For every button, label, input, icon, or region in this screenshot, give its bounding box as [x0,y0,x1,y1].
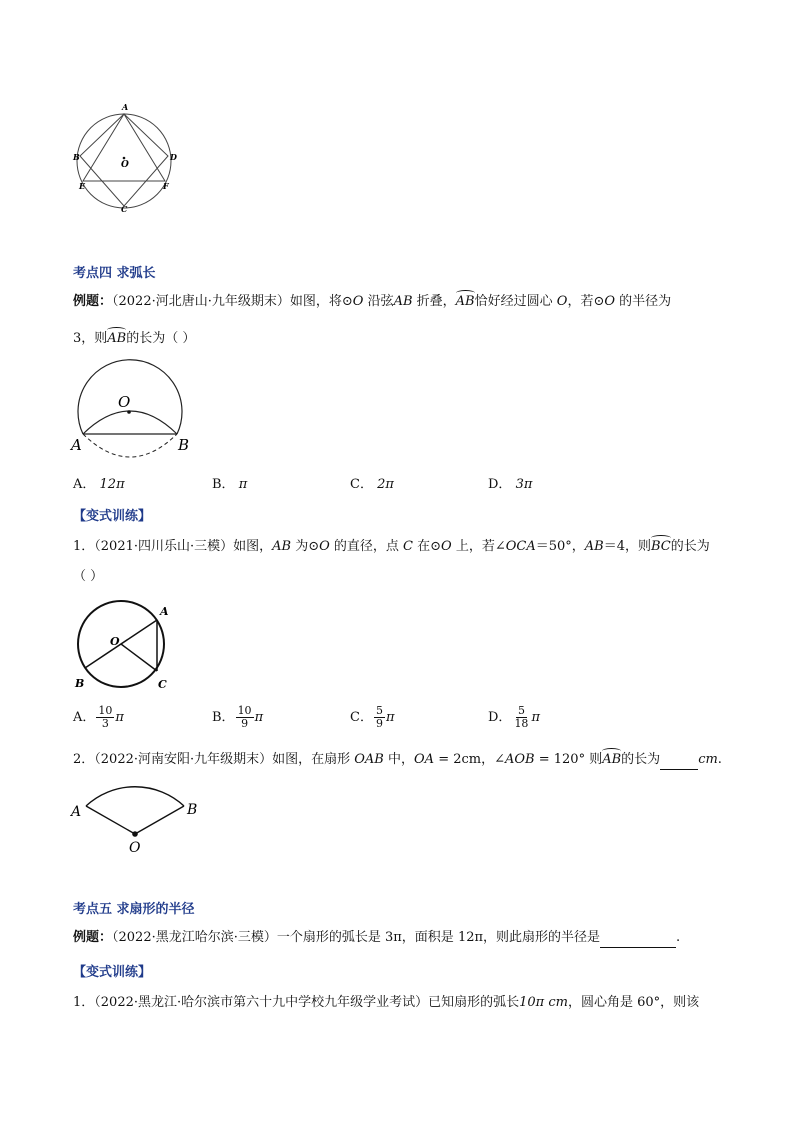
figure3-segment-OC [121,644,157,671]
answer-blank[interactable] [660,751,698,770]
text: 折叠， [412,294,456,309]
figure1-label-A: A [122,102,129,112]
example-prefix: 例题： [73,930,113,945]
denominator: 9 [241,717,249,730]
text: 2．（2022·河南安阳·九年级期末）如图，在扇形 [73,752,355,767]
figure4-label-O: O [129,840,141,856]
question1-line2: （ ） [73,569,104,584]
figure1-label-E: E [79,181,86,191]
question2-line1 [73,751,722,770]
arc-symbol: AB [107,331,127,346]
figure1-label-C: C [121,204,128,214]
q1-option-A[interactable] [73,705,124,730]
answer-blank[interactable] [600,929,676,948]
text: AB [584,539,604,554]
text: O [604,294,616,309]
text: （2022·黑龙江哈尔滨·三模）一个扇形的弧长是 3π，面积是 12π，则此扇形的半径是 [112,930,601,945]
option-value: 12π [99,477,125,492]
text: 的直径，点 [329,539,404,554]
numerator: 10 [237,704,252,717]
text: 1．（2022·黑龙江·哈尔滨市第六十九中学校九年级学业考试）已知扇形的弧长 [73,995,520,1010]
option-letter: A． [73,710,96,725]
text: 10π cm [519,995,568,1010]
option-letter: D． [488,710,512,725]
figure3-label-O: O [110,635,120,648]
text: 为⊙ [291,539,320,554]
text: = 2cm，∠ [434,752,505,767]
option-letter: B． [212,710,235,725]
figure1-label-D: D [170,152,177,162]
fraction [374,705,385,730]
figure3-label-C: C [158,678,167,691]
figure1-label-B: B [73,152,80,162]
text: = 120° 则 [534,752,603,767]
figure-sector [66,776,216,861]
section4-example-line1 [73,293,671,311]
text: 的长为 [621,752,661,767]
figure-circle-inscribed [70,100,190,218]
text: ＝4，则 [603,539,652,554]
figure4-center-dot [132,831,138,837]
denominator: 9 [375,717,383,730]
figure1-center-dot [123,157,126,160]
figure1-label-F: F [163,181,169,191]
option-letter: B． [212,477,235,492]
text: O [319,539,330,554]
option-A[interactable] [73,473,125,492]
text: OA [414,752,435,767]
text: OCA [505,539,536,554]
figure3-label-A: A [160,605,169,618]
numerator: 5 [517,704,525,717]
figure4-label-A: A [71,804,82,820]
figure4-radius-OA [86,806,135,834]
pi-symbol: π [115,710,124,725]
text: ＝50°， [535,539,585,554]
section5-example [73,929,680,948]
section4-example-line2 [73,330,195,348]
option-value: π [238,477,248,492]
text: ，若⊙ [567,294,605,309]
denominator: 18 [514,717,529,730]
text: （2022·河北唐山·九年级期末）如图，将⊙ [112,294,353,309]
figure2-label-B: B [178,436,190,454]
text: . [717,752,722,767]
text: 的长为 [670,539,710,554]
text: 在⊙ [413,539,442,554]
section4-heading: 考点四 求弧长 [73,266,156,281]
text: ，圆心角是 60°，则该 [567,995,700,1010]
q1-option-B[interactable] [212,705,263,730]
text: AOB [505,752,535,767]
option-letter: C． [350,477,373,492]
figure2-label-O: O [118,393,131,411]
text: O [441,539,452,554]
figure2-folded-arc [83,411,177,434]
pi-symbol: π [531,710,540,725]
q1-option-C[interactable] [350,705,395,730]
arc-symbol: AB [455,294,475,309]
numerator: 5 [375,704,383,717]
example-prefix: 例题： [73,294,113,309]
text: 的半径为 [615,294,672,309]
figure4-radius-OB [135,806,184,834]
text: 1．（2021·四川乐山·三模）如图， [73,539,273,554]
q1-option-D[interactable] [488,705,540,730]
numerator: 10 [98,704,113,717]
option-C[interactable] [350,473,394,492]
option-value: 2π [377,477,394,492]
text: 3，则 [73,331,108,346]
text: 中， [383,752,415,767]
figure2-minor-arc-dashed [83,434,177,457]
fraction [512,705,530,730]
figure1-label-O: O [121,160,129,170]
option-B[interactable] [212,473,247,492]
text: O [556,294,568,309]
option-D[interactable] [488,473,532,492]
figure-circle-diameter [66,596,186,696]
text: 上，若∠ [451,539,506,554]
section5-question1 [73,994,699,1012]
figure4-label-B: B [187,802,198,818]
option-letter: D． [488,477,512,492]
section5-heading: 考点五 求扇形的半径 [73,902,195,917]
fraction [236,705,254,730]
section5-variant-heading: 【变式训练】 [73,965,152,980]
figure3-label-B: B [75,677,85,690]
pi-symbol: π [385,710,395,725]
text: AB [272,539,292,554]
variant-heading: 【变式训练】 [73,509,152,524]
text: 的长为（ ） [126,331,196,346]
denominator: 3 [101,717,109,730]
question1-line1 [73,538,710,556]
text: AB [393,294,413,309]
text: C [403,539,413,554]
figure-folded-circle [66,358,206,468]
text: O [352,294,364,309]
text: 沿弦 [363,294,394,309]
pi-symbol: π [254,710,264,725]
figure2-label-A: A [71,436,82,454]
text: OAB [354,752,384,767]
option-letter: C． [350,710,373,725]
text: cm [698,752,718,767]
arc-symbol: BC [651,539,671,554]
arc-symbol: AB [602,752,622,767]
text: 恰好经过圆心 [474,294,557,309]
fraction [96,705,114,730]
option-value: 3π [515,477,533,492]
option-letter: A． [73,477,96,492]
figure4-sector-arc [86,787,184,806]
text: . [676,930,681,945]
